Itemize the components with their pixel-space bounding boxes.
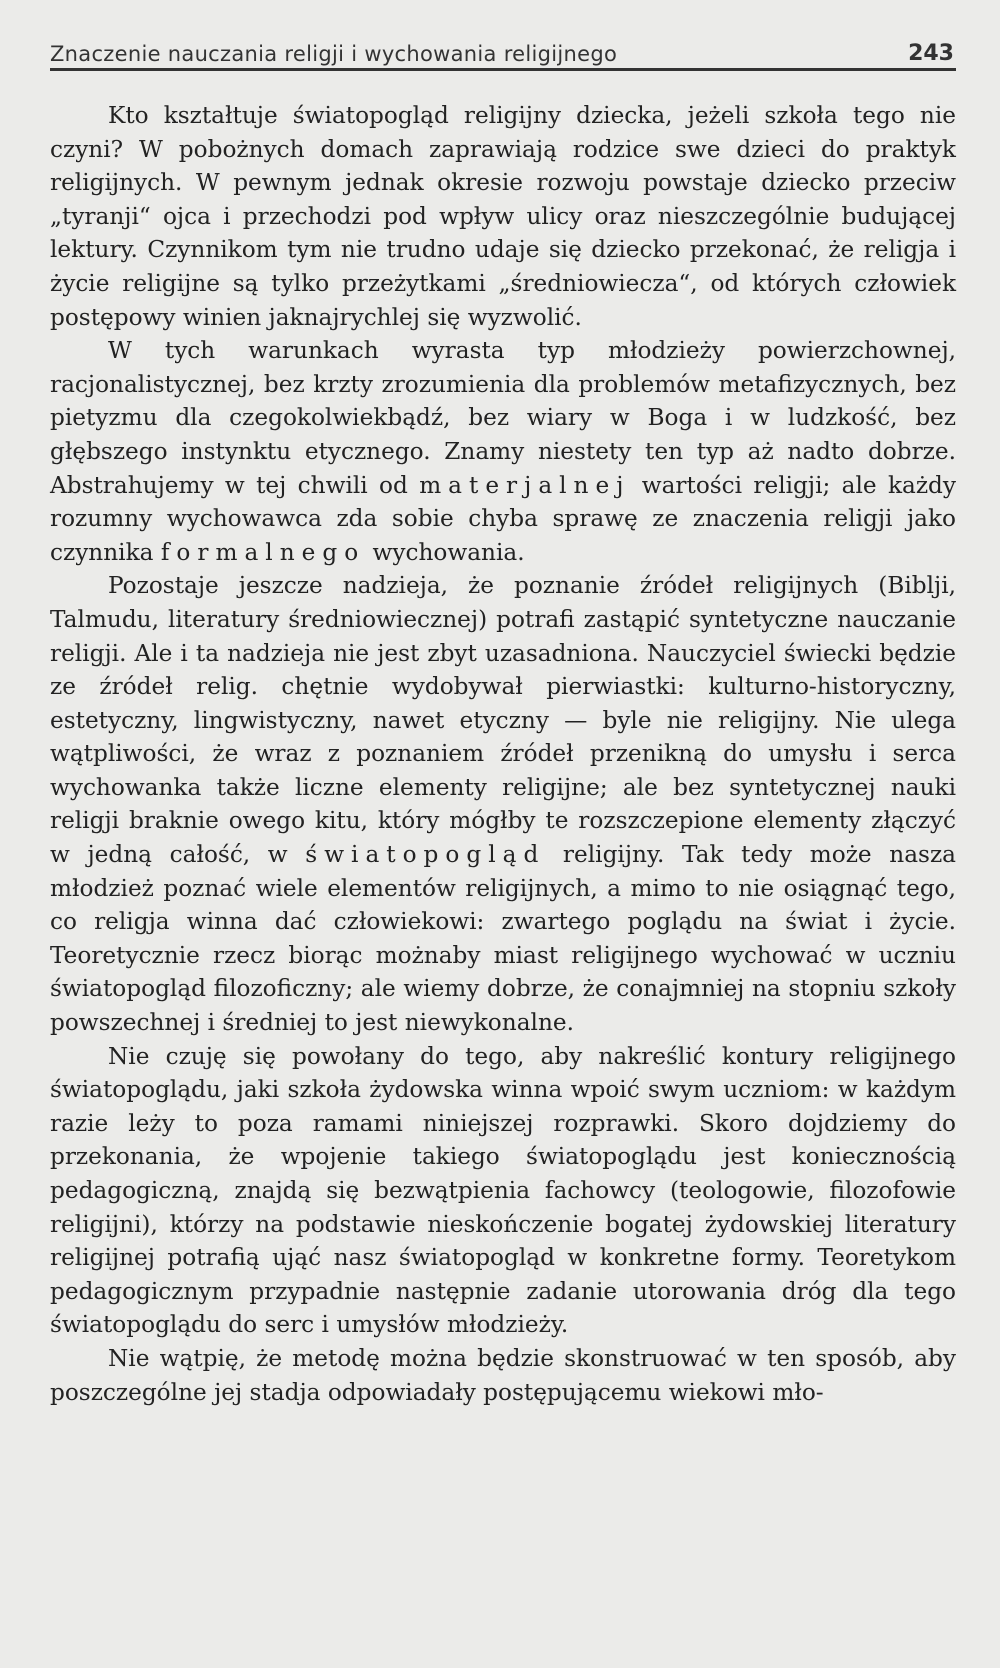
spaced-emphasis: formalnego (160, 538, 366, 566)
paragraph-text: wartości religji; ale każdy rozumny wychowawca zda sobie chyba sprawę ze znaczenia religji jako czynnika (50, 471, 956, 566)
body-text (50, 99, 956, 1409)
running-head: Znaczenie nauczania religji i wychowania religijnego (50, 42, 618, 66)
paragraph (50, 1342, 956, 1409)
paragraph (50, 1040, 956, 1342)
paragraph-text: Pozostaje jeszcze nadzieja, że poznanie źródeł religijnych (Biblji, Talmudu, literatury średniowiecznej) potrafi zastąpić syntetyczne nauczanie religji. Ale i ta nadzieja nie jest zbyt uzasadniona. Nauczyciel świecki będzie ze źródeł relig. chętnie wydobywał pierwiastki: kulturno-historyczny, estetyczny, lingwistyczny, nawet etyczny — byle nie religijny. Nie ulega wątpliwości, że wraz z poznaniem źródeł przenikną do umysłu i serca wychowanka także liczne elementy religijne; ale bez syntetycznej nauki religji braknie owego kitu, który mógłby te rozszczepione elementy złączyć w jedną całość, w (50, 572, 956, 869)
spaced-emphasis: światopogląd (305, 841, 546, 869)
paragraph-text: Kto kształtuje światopogląd religijny dziecka, jeżeli szkoła tego nie czyni? W pobożnych domach zaprawiają rodzice swe dzieci do praktyk religijnych. W pewnym jednak okresie rozwoju powstaje dziecko przeciw „tyranji“ ojca i przechodzi pod wpływ ulicy oraz nieszczególnie budującej lektury. Czynnikom tym nie trudno udaje się dziecko przekonać, że religja i życie religijne są tylko przeżytkami „średniowiecza“, od których człowiek postępowy winien jaknajrychlej się wyzwolić. (50, 102, 956, 331)
paragraph-text: Nie czuję się powołany do tego, aby nakreślić kontury religijnego światopoglądu, jaki szkoła żydowska winna wpoić swym uczniom: w każdym razie leży to poza ramami niniejszej rozprawki. Skoro dojdziemy do przekonania, że wpojenie takiego światopoglądu jest koniecznością pedagogiczną, znajdą się bezwątpienia fachowcy (teologowie, filozofowie religijni), którzy na podstawie nieskończenie bogatej żydowskiej literatury religijnej potrafią ująć nasz światopogląd w konkretne formy. Teoretykom pedagogicznym przypadnie następnie zadanie utorowania dróg dla tego światopoglądu do serc i umysłów młodzieży. (50, 1042, 956, 1339)
paragraph (50, 334, 956, 569)
paragraph-text: Nie wątpię, że metodę można będzie skonstruować w ten sposób, aby poszczególne jej stadja odpowiadały postępującemu wiekowi mło- (50, 1344, 956, 1406)
page-number: 243 (908, 41, 954, 66)
spaced-emphasis: materjalnej (419, 471, 631, 499)
paragraph-text: religijny. Tak tedy może nasza młodzież poznać wiele elementów religijnych, a mimo to nie osiągnąć tego, co religja winna dać człowiekowi: zwartego poglądu na świat i życie. Teoretycznie rzecz biorąc możnaby miast religijnego wychować w uczniu światopogląd filozoficzny; ale wiemy dobrze, że conajmniej na stopniu szkoły powszechnej i średniej to jest niewykonalne. (50, 841, 956, 1037)
paragraph-text: W tych warunkach wyrasta typ młodzieży powierzchownej, racjonalistycznej, bez krzty zrozumienia dla problemów metafizycznych, bez pietyzmu dla czegokolwiekbądź, bez wiary w Boga i w ludzkość, bez głębszego instynktu etycznego. Znamy niestety ten typ aż nadto dobrze. Abstrahujemy w tej chwili od (50, 337, 956, 499)
paragraph (50, 99, 956, 334)
paragraph-text: wychowania. (365, 538, 525, 566)
page-header (50, 32, 956, 71)
paragraph (50, 569, 956, 1039)
